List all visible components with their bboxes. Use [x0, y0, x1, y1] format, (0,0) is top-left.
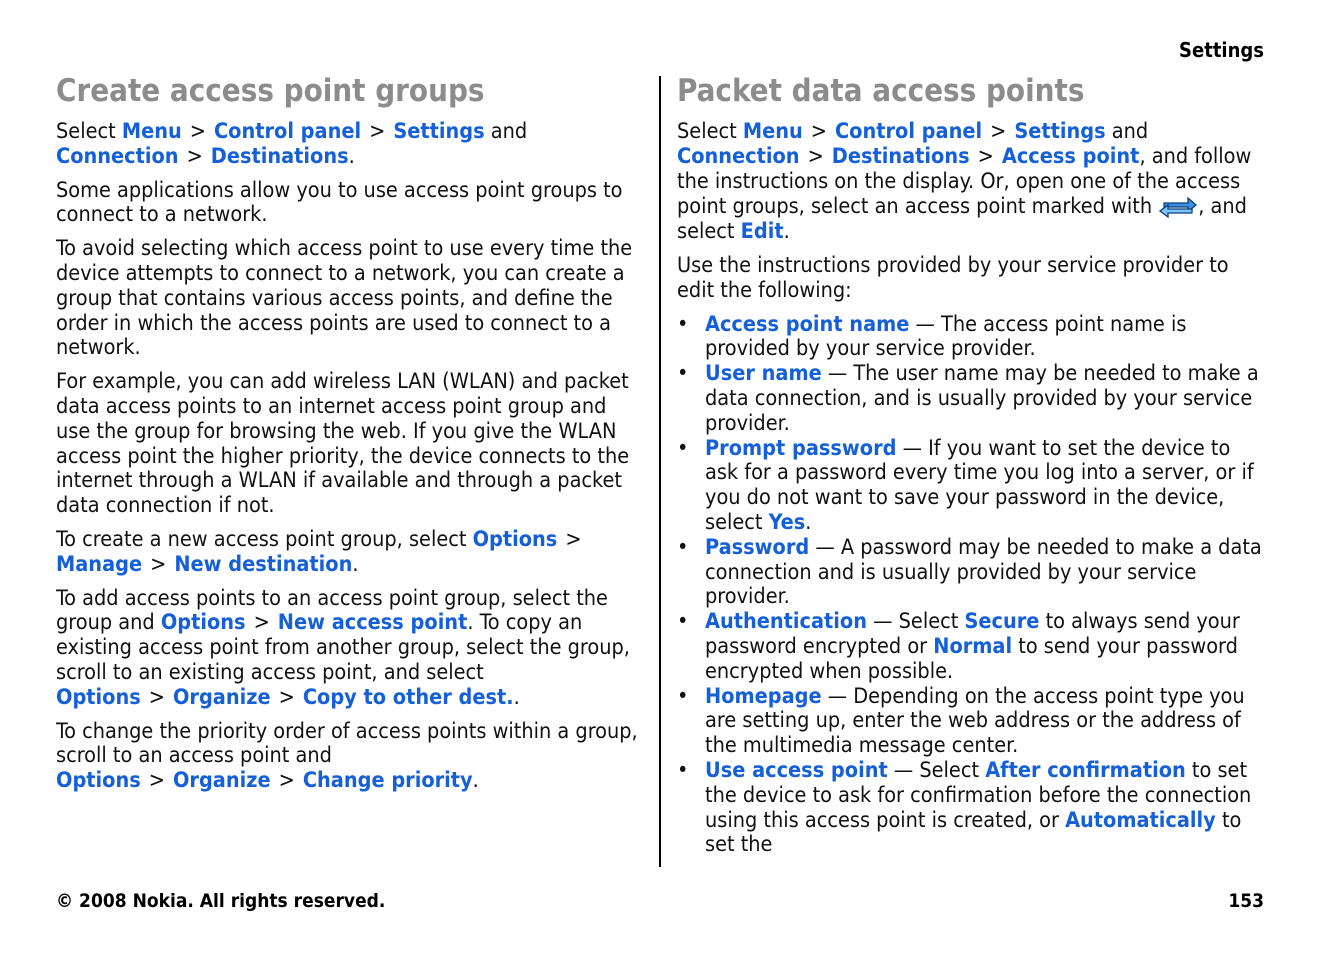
- link-settings[interactable]: Settings: [393, 119, 485, 144]
- paragraph-menu-path: Select Menu > Control panel > Settings and Connection > Destinations > Access point, and follow the instructions on the display. Or, open one of the access point groups, select an access point marked with , and select Edit.: [677, 119, 1252, 245]
- page-number: 153: [1228, 890, 1264, 912]
- section-title-packet-data: Packet data access points: [677, 73, 1085, 109]
- list-item: • Authentication — Select Secure to always send your password encrypted or Normal to send your password encrypted when possible.: [677, 609, 1240, 684]
- link-organize[interactable]: Organize: [172, 768, 271, 794]
- setting-prompt-password[interactable]: Prompt password: [705, 435, 897, 461]
- link-options[interactable]: Options: [160, 610, 246, 636]
- footer-copyright: © 2008 Nokia. All rights reserved.: [56, 890, 386, 912]
- option-after-confirmation[interactable]: After confirmation: [985, 757, 1186, 783]
- link-destinations[interactable]: Destinations: [210, 143, 349, 169]
- link-connection[interactable]: Connection: [677, 143, 800, 169]
- link-menu[interactable]: Menu: [742, 119, 803, 144]
- link-new-access-point[interactable]: New access point: [277, 610, 468, 636]
- option-normal[interactable]: Normal: [933, 633, 1013, 659]
- list-item: • Access point name — The access point name is provided by your service provider.: [677, 311, 1187, 362]
- link-new-destination[interactable]: New destination: [174, 551, 353, 577]
- link-control-panel[interactable]: Control panel: [834, 119, 983, 144]
- settings-list: [677, 313, 1267, 859]
- link-connection[interactable]: Connection: [56, 143, 179, 169]
- paragraph-menu-path: Select Menu > Control panel > Settings and Connection > Destinations.: [56, 119, 528, 169]
- setting-access-point-name[interactable]: Access point name: [705, 311, 910, 337]
- column-divider: [659, 76, 661, 867]
- link-options[interactable]: Options: [56, 684, 141, 710]
- setting-password[interactable]: Password: [705, 534, 810, 560]
- link-edit[interactable]: Edit: [740, 219, 784, 245]
- left-column: [56, 72, 646, 803]
- right-column: [677, 72, 1267, 858]
- setting-authentication[interactable]: Authentication: [705, 609, 867, 635]
- link-access-point[interactable]: Access point: [1001, 143, 1140, 169]
- link-control-panel[interactable]: Control panel: [213, 119, 362, 144]
- link-organize[interactable]: Organize: [172, 684, 271, 710]
- option-automatically[interactable]: Automatically: [1065, 807, 1216, 833]
- paragraph-create-group: To create a new access point group, select Options > Manage > New destination.: [56, 526, 582, 577]
- running-header: Settings: [1179, 38, 1264, 62]
- link-destinations[interactable]: Destinations: [831, 143, 970, 169]
- paragraph-example: For example, you can add wireless LAN (WLAN) and packet data access points to an internet access point group and use the group for browsing the web. If you give the WLAN access point the higher priority, the device connects to the internet through a WLAN if available and through a packet data connection if not.: [56, 369, 630, 519]
- link-manage[interactable]: Manage: [56, 551, 143, 577]
- list-item: • Use access point — Select After confirmation to set the device to ask for confirmation before the connection using this access point is created, or Automatically to set the: [677, 757, 1252, 858]
- paragraph-add-access-points: To add access points to an access point group, select the group and Options > New access point. To copy an existing access point from another group, select the group, scroll to an existing access point, and select Options > Organize > Copy to other dest..: [56, 585, 630, 710]
- link-copy-to-other-dest[interactable]: Copy to other dest.: [302, 684, 514, 710]
- option-secure[interactable]: Secure: [964, 609, 1040, 635]
- setting-use-access-point[interactable]: Use access point: [705, 757, 888, 783]
- link-options[interactable]: Options: [472, 526, 558, 552]
- list-item: • Prompt password — If you want to set the device to ask for a password every time you log into a server, or if you do not want to save your password in the device, select Yes.: [677, 435, 1254, 535]
- link-change-priority[interactable]: Change priority: [302, 768, 473, 794]
- setting-homepage[interactable]: Homepage: [705, 683, 822, 709]
- setting-user-name[interactable]: User name: [705, 361, 822, 387]
- option-yes[interactable]: Yes: [768, 509, 806, 535]
- link-menu[interactable]: Menu: [121, 119, 182, 144]
- list-item: • Homepage — Depending on the access point type you are setting up, enter the web address or the address of the multimedia message center.: [677, 683, 1245, 759]
- paragraph-avoid-selecting: To avoid selecting which access point to use every time the device attempts to connect to a network, you can create a group that contains various access points, and define the order in which the access points are used to connect to a network.: [56, 236, 633, 361]
- list-item: • User name — The user name may be needed to make a data connection, and is usually provided by your service provider.: [677, 361, 1259, 436]
- section-title-create-groups: Create access point groups: [56, 73, 485, 109]
- paragraph-intro: Some applications allow you to use access point groups to connect to a network.: [56, 177, 623, 228]
- access-point-arrows-icon: [1158, 194, 1198, 218]
- paragraph-instructions: Use the instructions provided by your service provider to edit the following:: [677, 252, 1229, 303]
- list-item: • Password — A password may be needed to make a data connection and is usually provided by your service provider.: [677, 534, 1262, 610]
- link-settings[interactable]: Settings: [1014, 119, 1106, 144]
- link-options[interactable]: Options: [56, 768, 141, 794]
- paragraph-change-priority: To change the priority order of access points within a group, scroll to an access point and Options > Organize > Change priority.: [56, 718, 638, 794]
